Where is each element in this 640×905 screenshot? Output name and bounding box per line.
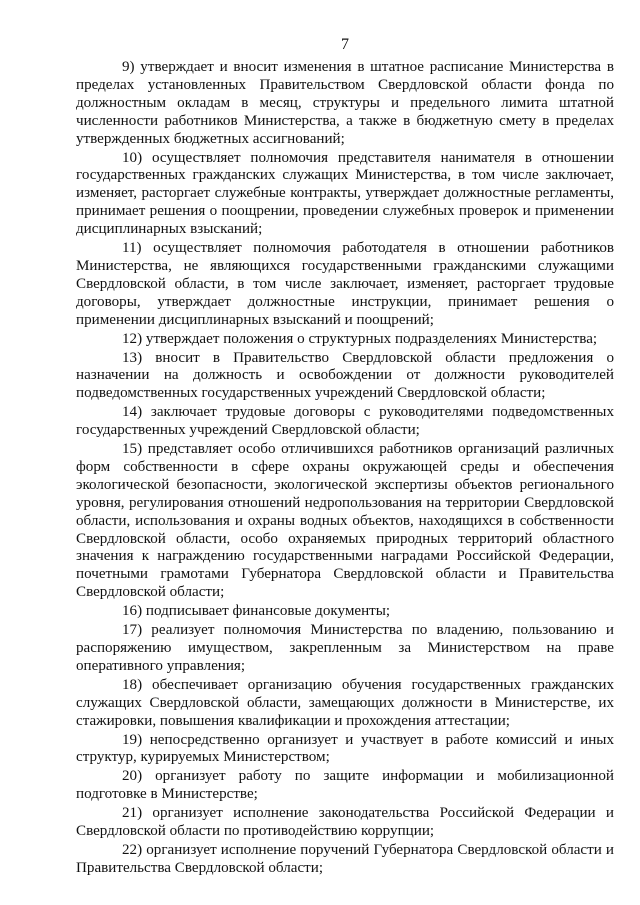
paragraph-item: 16) подписывает финансовые документы; — [122, 603, 391, 620]
paragraph-item: 21) организует исполнение законодательства Российской Федерации и Свердловской области по противодействию коррупции; — [76, 805, 614, 840]
paragraph-item: 10) осуществляет полномочия представителя нанимателя в отношении государственных гражданских служащих Министерства, в том числе заключает, изменяет, расторгает служебные контракты, утверждает должностные регламенты, принимает решения о поощрении, проведении служебных проверок и применении дисциплинарных взысканий; — [76, 149, 614, 238]
paragraph-item: 13) вносит в Правительство Свердловской области предложения о назначении на должность и освобождении от должности руководителей подведомственных государственных учреждений Свердловской области; — [76, 349, 614, 402]
paragraph-item: 22) организует исполнение поручений Губернатора Свердловской области и Правительства Свердловской области; — [76, 841, 614, 876]
paragraph-item: 9) утверждает и вносит изменения в штатное расписание Министерства в пределах установленных Правительством Свердловской области фонда по должностным окладам в месяц, структуры и предельного лимита штатной численности работников Министерства, а также в бюджетную смету в пределах утвержденных бюджетных ассигнований; — [76, 59, 614, 147]
paragraph-item: 19) непосредственно организует и участвует в работе комиссий и иных структур, курируемых Министерством; — [76, 731, 614, 766]
page-number: 7 — [341, 36, 349, 53]
paragraph-item: 20) организует работу по защите информации и мобилизационной подготовке в Министерстве; — [76, 768, 614, 803]
paragraph-item: 12) утверждает положения о структурных подразделениях Министерства; — [122, 330, 598, 347]
paragraph-item: 14) заключает трудовые договоры с руководителями подведомственных государственных учреждений Свердловской области; — [76, 404, 614, 439]
document-body — [76, 59, 614, 878]
paragraph-item: 11) осуществляет полномочия работодателя в отношении работников Министерства, не являющихся государственными гражданскими служащими Свердловской области, в том числе заключает, изменяет, расторгает трудовые договоры, утверждает должностные инструкции, принимает решения о применении дисциплинарных взысканий и поощрений; — [76, 240, 614, 328]
paragraph-item: 17) реализует полномочия Министерства по владению, пользованию и распоряжению имуществом, закрепленным за Министерством на праве оперативного управления; — [76, 622, 614, 674]
paragraph-item: 15) представляет особо отличившихся работников организаций различных форм собственности в сфере охраны окружающей среды и обеспечения экологической безопасности, экологической экспертизы объектов регионального уровня, регулирования отношений недропользования на территории Свердловской области, использования и охраны водных объектов, находящихся в собственности Свердловской области, особо охраняемых природных территорий областного значения к награждению государственными наградами Российской Федерации, почетными грамотами Губернатора Свердловской области и Правительства Свердловской области; — [76, 441, 614, 601]
paragraph-item: 18) обеспечивает организацию обучения государственных гражданских служащих Свердловской области, замещающих должности в Министерстве, их стажировки, повышения квалификации и прохождения аттестации; — [76, 676, 614, 729]
